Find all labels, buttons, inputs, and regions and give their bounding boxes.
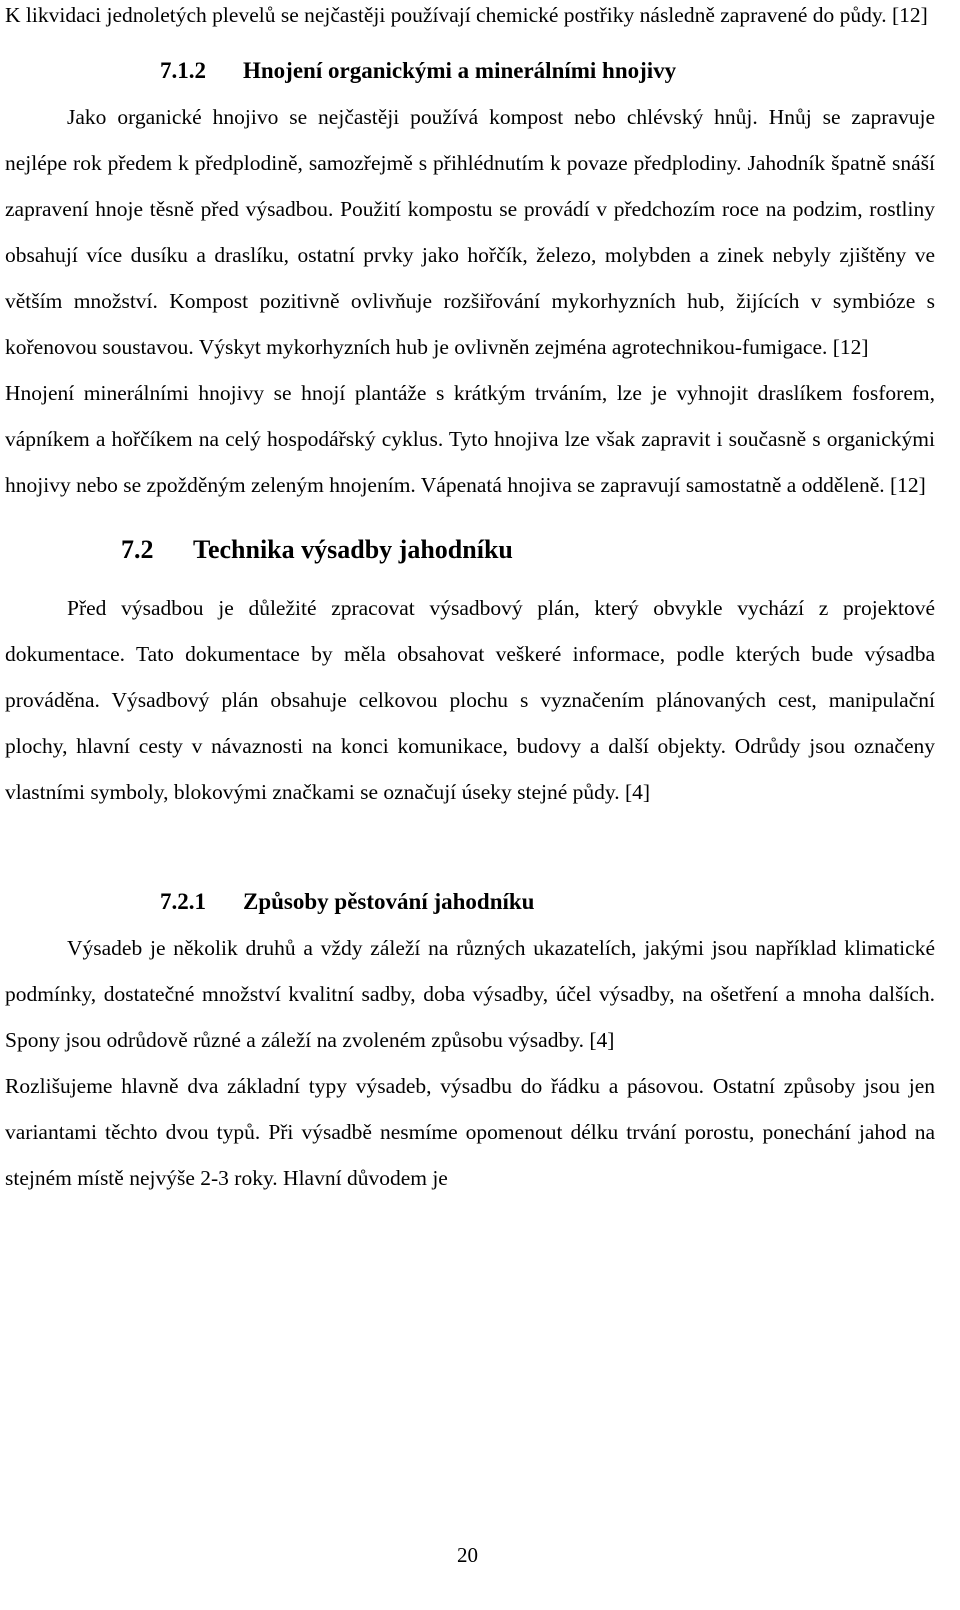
section-heading-7-2 [5,525,935,575]
paragraph-planting-types: Výsadeb je několik druhů a vždy záleží na různých ukazatelích, jakými jsou například klimatické podmínky, dostatečné množství kvalitní sadby, doba výsadby, účel výsadby, na ošetření a mnoha dalších. Spony jsou odrůdově různé a záleží na zvoleném způsobu výsadby. [4] [5,936,935,1052]
paragraph-organic-fertilizer: Jako organické hnojivo se nejčastěji používá kompost nebo chlévský hnůj. Hnůj se zapravuje nejlépe rok předem k předplodině, samozřejmě s přihlédnutím k povaze předplodiny. Jahodník špatně snáší zapravení hnoje těsně před výsadbou. Použití kompostu se provádí v předchozím roce na podzim, rostliny obsahují více dusíku a draslíku, ostatní prvky jako hořčík, železo, molybden a zinek nebyly zjištěny ve větším množství. Kompost pozitivně ovlivňuje rozšiřování mykorhyzních hub, žijících v symbióze s kořenovou soustavou. Výskyt mykorhyzních hub je ovlivněn zejména agrotechnikou-fumigace. [12] [5,105,935,359]
section-heading-7-1-2 [5,48,935,94]
section-title: Technika výsadby jahodníku [193,535,513,564]
paragraph-intro: K likvidaci jednoletých plevelů se nejčastěji používají chemické postřiky následně zapravené do půdy. [12] [5,3,928,27]
document-page [5,0,935,1201]
paragraph-mineral-fertilizer: Hnojení minerálními hnojivy se hnojí plantáže s krátkým trváním, lze je vyhnojit draslíkem fosforem, vápníkem a hořčíkem na celý hospodářský cyklus. Tyto hnojiva lze však zapravit i současně s organickými hnojivy nebo se zpožděným zeleným hnojením. Vápenatá hnojiva se zapravují samostatně a odděleně. [12] [5,381,935,497]
section-number: 7.1.2 [160,58,206,83]
section-title: Hnojení organickými a minerálními hnojivy [243,58,677,83]
section-number: 7.2.1 [160,889,206,914]
section-number: 7.2 [121,535,154,564]
page-number: 20 [457,1543,478,1567]
section-title: Způsoby pěstování jahodníku [243,889,535,914]
section-heading-7-2-1 [5,879,935,925]
paragraph-planting-methods: Rozlišujeme hlavně dva základní typy výsadeb, výsadbu do řádku a pásovou. Ostatní způsoby jsou jen variantami těchto dvou typů. Při výsadbě nesmíme opomenout délku trvání porostu, ponechání jahod na stejném místě nejvýše 2-3 roky. Hlavní důvodem je [5,1074,935,1190]
paragraph-planting-plan: Před výsadbou je důležité zpracovat výsadbový plán, který obvykle vychází z projektové dokumentace. Tato dokumentace by měla obsahovat veškeré informace, podle kterých bude výsadba prováděna. Výsadbový plán obsahuje celkovou plochu s vyznačením plánovaných cest, manipulační plochy, hlavní cesty v návaznosti na konci komunikace, budovy a další objekty. Odrůdy jsou označeny vlastními symboly, blokovými značkami se označují úseky stejné půdy. [4] [5,596,935,804]
